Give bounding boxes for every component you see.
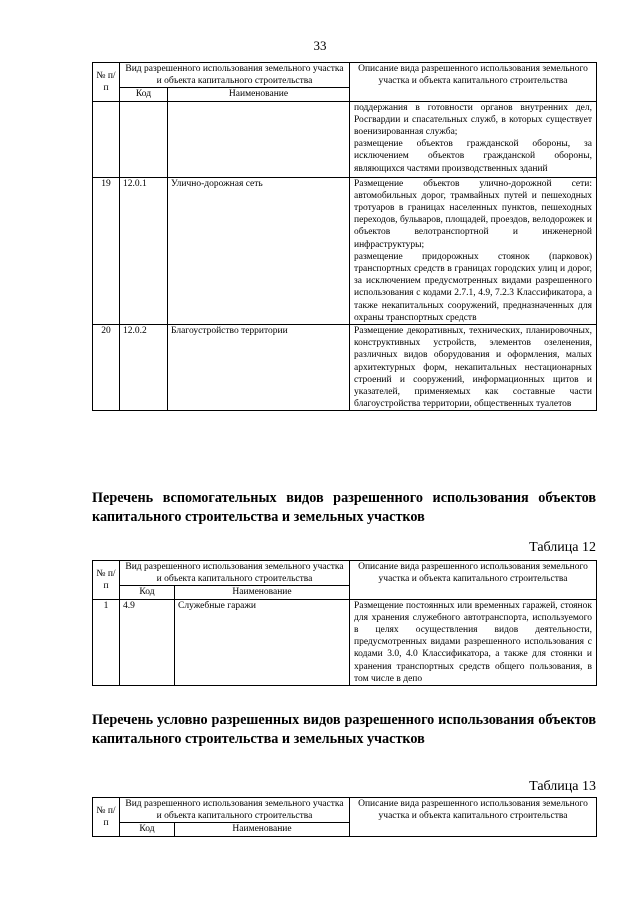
header-name: Наименование [168, 88, 350, 101]
header-type-group: Вид разрешенного использования земельного участка и объекта капитального строительства [120, 561, 350, 586]
cell-name: Улично-дорожная сеть [168, 177, 350, 324]
table-caption-13: Таблица 13 [529, 779, 596, 794]
cell-description: поддержания в готовности органов внутренних дел, Росгвардии и спасательных служб, в которых существует военизированная служба; размещение объектов гражданской обороны, за исключением объектов гражданской обороны, являющихся частями производственных зданий [350, 101, 597, 177]
cell-description: Размещение объектов улично-дорожной сети: автомобильных дорог, трамвайных путей и пешеходных тротуаров в границах населенных пунктов, пешеходных переходов, бульваров, площадей, проездов, велодорожек и объектов велотранспортной и инженерной инфраструктуры; размещение придорожных стоянок (парковок) транспортных средств в границах городских улиц и дорог, за исключением предусмотренных видами разрешенного использования с кодами 2.7.1, 4.9, 7.2.3 Классификатора, а также некапитальных сооружений, предназначенных для охраны транспортных средств [350, 177, 597, 324]
cell-code: 12.0.1 [120, 177, 168, 324]
header-type-group: Вид разрешенного использования земельного участка и объекта капитального строительства [120, 63, 350, 88]
table-header-row [93, 63, 597, 88]
header-description: Описание вида разрешенного использования земельного участка и объекта капитального строительства [350, 63, 597, 102]
header-name: Наименование [175, 823, 350, 836]
header-num: № п/п [93, 798, 120, 837]
header-name: Наименование [175, 586, 350, 599]
cell-num: 19 [93, 177, 120, 324]
section-heading-conditional: Перечень условно разрешенных видов разрешенного использования объектов капитального строительства и земельных участков [92, 712, 596, 747]
page-number: 33 [313, 38, 327, 53]
table-row [93, 325, 597, 411]
table-header-row [93, 798, 597, 823]
section-heading-auxiliary: Перечень вспомогательных видов разрешенного использования объектов капитального строительства и земельных участков [92, 490, 596, 525]
table-auxiliary-uses [92, 560, 597, 686]
header-type-group: Вид разрешенного использования земельного участка и объекта капитального строительства [120, 798, 350, 823]
cell-description: Размещение постоянных или временных гаражей, стоянок для хранения служебного автотранспорта, используемого в целях осуществления видов деятельности, предусмотренных видами разрешенного использования с кодами 3.0, 4.0 Классификатора, а также для стоянки и хранения транспортных средств общего пользования, в том числе в депо [350, 599, 597, 685]
table-land-use-main [92, 62, 597, 411]
cell-name: Служебные гаражи [175, 599, 350, 685]
table-row [93, 101, 597, 177]
header-num: № п/п [93, 63, 120, 102]
cell-code: 12.0.2 [120, 325, 168, 411]
table-conditional-uses [92, 797, 597, 837]
header-description: Описание вида разрешенного использования земельного участка и объекта капитального строительства [350, 798, 597, 837]
header-code: Код [120, 88, 168, 101]
table-row [93, 177, 597, 324]
table-header-row [93, 561, 597, 586]
cell-name: Благоустройство территории [168, 325, 350, 411]
cell-code: 4.9 [120, 599, 175, 685]
cell-num: 1 [93, 599, 120, 685]
header-code: Код [120, 823, 175, 836]
cell-description: Размещение декоративных, технических, планировочных, конструктивных устройств, элементов озеленения, различных видов оборудования и оформления, малых архитектурных форм, некапитальных нестационарных строений и сооружений, информационных щитов и указателей, применяемых как составные части благоустройства территории, общественных туалетов [350, 325, 597, 411]
cell-num: 20 [93, 325, 120, 411]
header-description: Описание вида разрешенного использования земельного участка и объекта капитального строительства [350, 561, 597, 600]
header-num: № п/п [93, 561, 120, 600]
header-code: Код [120, 586, 175, 599]
table-caption-12: Таблица 12 [529, 540, 596, 555]
table-row [93, 599, 597, 685]
